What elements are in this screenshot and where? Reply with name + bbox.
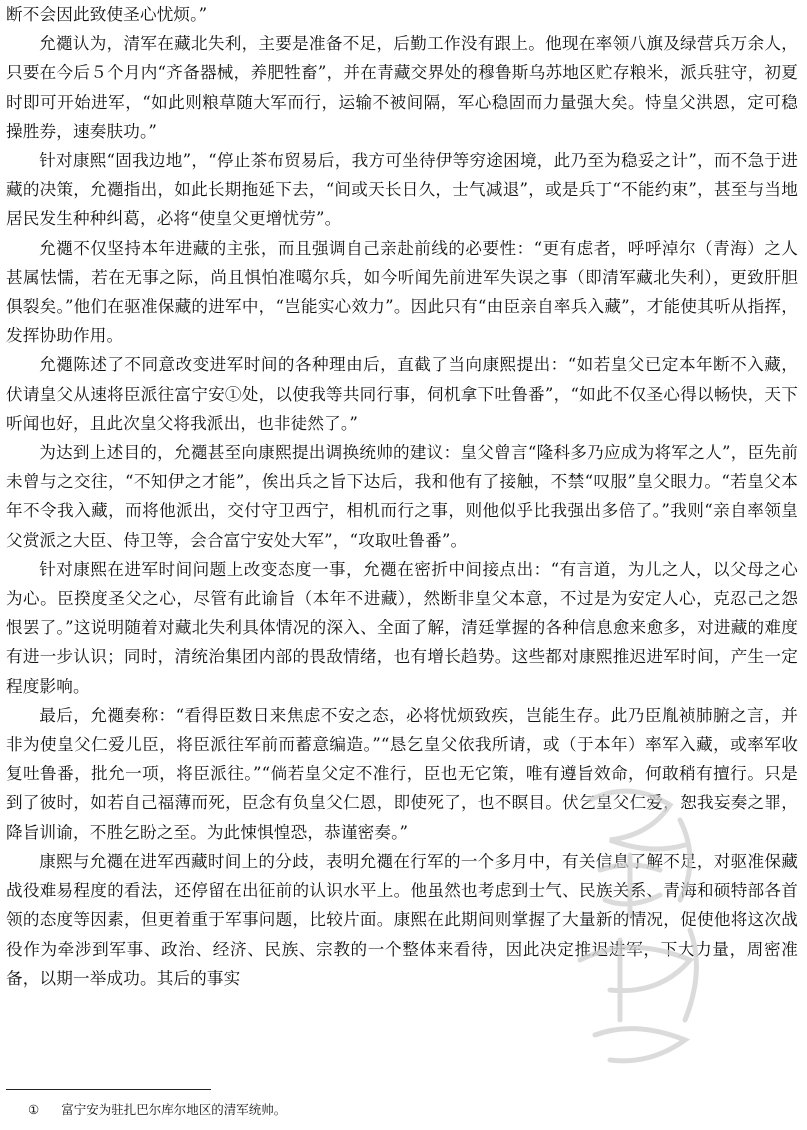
- footnote-text: 富宁安为驻扎巴尔库尔地区的清军统帅。: [61, 1102, 287, 1117]
- paragraph: 允禵不仅坚持本年进藏的主张，而且强调自己亲赴前线的必要性：“更有虑者，呼呼淖尔（青海）之人甚属怯懦，若在无事之际，尚且惧怕准噶尔兵，如今听闻先前进军失误之事（即清军藏北失利），更致肝胆俱裂矣。”他们在驱准保藏的进军中，“岂能实心效力”。因此只有“由臣亲自率兵入藏”，才能使其听从指挥，发挥协助作用。: [6, 238, 798, 346]
- paragraph: 允禵陈述了不同意改变进军时间的各种理由后，直截了当向康熙提出：“如若皇父已定本年断不入藏，伏请皇父从速将臣派往富宁安①处，以使我等共同行事，伺机拿下吐鲁番”，“如此不仅圣心得以畅快，天下听闻也好，且此次皇父将我派出，也非徒然了。”: [6, 355, 798, 433]
- paragraph: 断不会因此致使圣心忧烦。”: [6, 5, 208, 24]
- footnote: [28, 1102, 788, 1118]
- paragraph: 康熙与允禵在进军西藏时间上的分歧，表明允禵在行军的一个多月中，有关信息了解不足，对驱准保藏战役难易程度的看法，还停留在出征前的认识水平上。他虽然也考虑到士气、民族关系、青海和硕特部各首领的态度等因素，但更着重于军事问题，比较片面。康熙在此期间则掌握了大量新的情况，促使他将这次战役作为牵涉到军事、政治、经济、民族、宗教的一个整体来看待，因此决定推迟进军，下大力量，周密准备，以期一举成功。其后的事实: [6, 851, 798, 988]
- paragraph: 为达到上述目的，允禵甚至向康熙提出调换统帅的建议：皇父曾言“隆科多乃应成为将军之人”，臣先前未曾与之交往，“不知伊之才能”，俟出兵之旨下达后，我和他有了接触，不禁“叹服”皇父眼力。“若皇父本年不令我入藏，而将他派出，交付守卫西宁，相机而行之事，则他似乎比我强出多倍了。”我则“亲自率领皇父赏派之大臣、侍卫等，会合富宁安处大军”，“攻取吐鲁番”。: [6, 443, 798, 550]
- paragraph: 针对康熙在进军时间问题上改变态度一事，允禵在密折中间接点出：“有言道，为儿之人，以父母之心为心。臣揆度圣父之心，尽管有此谕旨（本年不进藏），然断非皇父本意，不过是为安定人心，克忍己之怨恨罢了。”这说明随着对藏北失利具体情况的深入、全面了解，清廷掌握的各种信息愈来愈多，对进藏的难度有进一步认识；同时，清统治集团内部的畏敌情绪，也有增长趋势。这些都对康熙推迟进军时间，产生一定程度影响。: [6, 559, 798, 696]
- paragraph: 针对康熙“固我边地”，“停止茶布贸易后，我方可坐待伊等穷途困境，此乃至为稳妥之计”，而不急于进藏的决策，允禵指出，如此长期拖延下去，“间或天长日久，士气减退”，或是兵丁“不能约束”，甚至与当地居民发生种种纠葛，必将“使皇父更增忧劳”。: [6, 151, 798, 229]
- paragraph: 最后，允禵奏称：“看得臣数日来焦虑不安之态，必将忧烦致疾，岂能生存。此乃臣胤祯肺腑之言，并非为使皇父仁爱儿臣，将臣派往军前而蓄意编造。”“恳乞皇父依我所请，或（于本年）率军入藏，或率军收复吐鲁番，批允一项，将臣派往。”“倘若皇父定不准行，臣也无它策，唯有遵旨效命，何敢稍有擅行。只是到了彼时，如若自己福薄而死，臣念有负皇父仁恩，即使死了，也不瞑目。伏乞皇父仁爱，恕我妄奏之罪，降旨训谕，不胜乞盼之至。为此悚惧惶恐，恭谨密奏。”: [6, 705, 798, 842]
- body-text: [6, 0, 798, 993]
- footnote-marker: ①: [28, 1102, 40, 1117]
- footnote-divider: [6, 1089, 211, 1090]
- paragraph: 允禵认为，清军在藏北失利，主要是准备不足，后勤工作没有跟上。他现在率领八旗及绿营兵万余人，只要在今后５个月内“齐备器械，养肥牲畜”，并在青藏交界处的穆鲁斯乌苏地区贮存粮米，派兵驻守，初夏时即可开始进军，“如此则粮草随大军而行，运输不被间隔，军心稳固而力量强大矣。恃皇父洪恩，定可稳操胜券，速奏肤功。”: [6, 34, 798, 141]
